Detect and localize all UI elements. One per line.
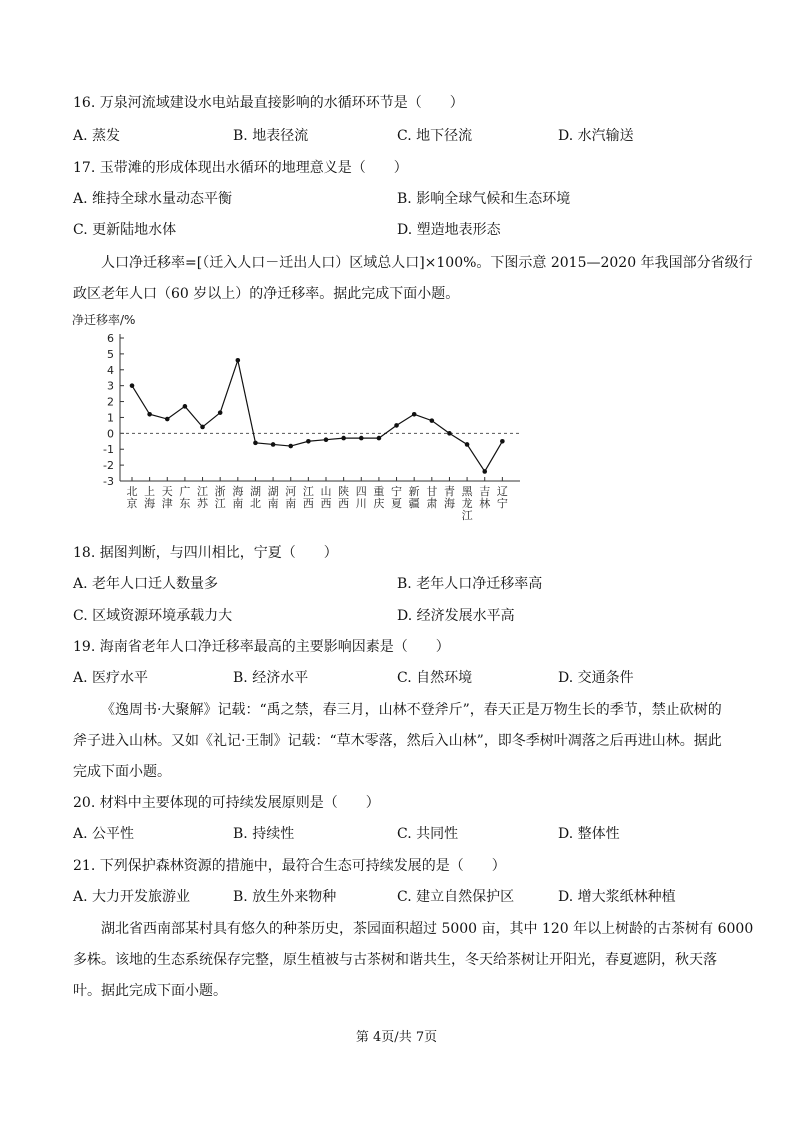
chart-x-tick-label: 广	[179, 485, 191, 498]
chart-x-tick-label: 江	[197, 485, 209, 498]
chart-x-tick-label: 江	[302, 485, 314, 498]
chart-point	[377, 436, 382, 441]
q18-option-c[interactable]: C. 区域资源环境承载力大	[73, 608, 233, 624]
q18-option-b[interactable]: B. 老年人口净迁移率高	[397, 576, 543, 592]
chart-x-tick-label: 青	[443, 485, 455, 498]
chart-x-tick-label: 湖	[267, 485, 279, 498]
chart-x-tick-label: 川	[355, 497, 367, 510]
chart-x-tick-label: 庆	[373, 497, 385, 510]
forest-passage-line-3: 完成下面小题。	[73, 764, 171, 780]
chart-point	[130, 383, 135, 388]
forest-passage-line-1: 《逸周书·大聚解》记载：“禹之禁，春三月，山林不登斧斤”，春天正是万物生长的季节，禁止砍树的	[101, 702, 722, 718]
chart-x-tick-label: 上	[144, 485, 156, 498]
chart-x-tick-label: 海	[144, 497, 156, 510]
q20-option-a[interactable]: A. 公平性	[73, 826, 135, 842]
q16-option-b[interactable]: B. 地表径流	[233, 128, 309, 144]
chart-x-tick-label: 山	[320, 485, 332, 498]
chart-x-tick-label: 海	[232, 485, 244, 498]
q18-option-a[interactable]: A. 老年人口迁人数量多	[73, 576, 219, 592]
chart-x-tick-label: 江	[461, 509, 473, 522]
chart-x-tick-label: 京	[126, 497, 138, 510]
tea-passage-line-2: 多株。该地的生态系统保存完整，原生植被与古茶树和谐共生，冬天给茶树让开阳光，春夏遮阴，秋天落	[73, 952, 717, 968]
chart-point	[218, 410, 223, 415]
chart-y-tick-label: 5	[107, 347, 114, 361]
chart-x-tick-label: 南	[267, 497, 279, 510]
chart-point	[183, 404, 188, 409]
chart-x-tick-label: 浙	[214, 485, 226, 498]
chart-x-tick-label: 新	[408, 485, 420, 498]
chart-x-tick-label: 重	[373, 485, 385, 498]
chart-point	[200, 425, 205, 430]
q17-option-c[interactable]: C. 更新陆地水体	[73, 222, 177, 238]
chart-point	[324, 437, 329, 442]
chart-x-tick-label: 西	[338, 497, 350, 510]
chart-x-tick-label: 江	[214, 497, 226, 510]
chart-x-tick-label: 天	[161, 485, 173, 498]
chart-y-tick-label: 1	[107, 411, 114, 425]
q16-option-d[interactable]: D. 水汽输送	[558, 128, 634, 144]
chart-x-tick-label: 四	[355, 485, 367, 498]
chart-x-tick-label: 宁	[496, 497, 508, 510]
chart-x-tick-label: 陕	[338, 485, 350, 498]
q18-option-d[interactable]: D. 经济发展水平高	[397, 608, 515, 624]
q20-option-c[interactable]: C. 共同性	[397, 826, 459, 842]
question-17-stem: 17. 玉带滩的形成体现出水循环的地理意义是（ ）	[73, 160, 408, 176]
chart-x-tick-label: 河	[285, 485, 297, 498]
migration-passage-line-2: 政区老年人口（60 岁以上）的净迁移率。据此完成下面小题。	[73, 286, 460, 302]
chart-x-tick-label: 南	[285, 497, 297, 510]
chart-point	[465, 442, 470, 447]
chart-x-tick-label: 宁	[391, 485, 403, 498]
q21-option-c[interactable]: C. 建立自然保护区	[397, 889, 515, 905]
question-16-stem: 16. 万泉河流域建设水电站最直接影响的水循环环节是（ ）	[73, 95, 464, 111]
chart-y-tick-label: -3	[103, 475, 114, 488]
chart-y-tick-label: 2	[107, 395, 114, 409]
chart-series-line	[132, 360, 502, 471]
chart-x-tick-label: 黑	[461, 485, 473, 498]
chart-y-tick-label: 3	[107, 379, 114, 393]
q16-option-c[interactable]: C. 地下径流	[397, 128, 473, 144]
question-21-stem: 21. 下列保护森林资源的措施中，最符合生态可持续发展的是（ ）	[73, 858, 506, 874]
chart-point	[359, 436, 364, 441]
chart-point	[394, 423, 399, 428]
q17-option-d[interactable]: D. 塑造地表形态	[397, 222, 501, 238]
migration-passage-line-1: 人口净迁移率=[（迁入人口－迁出人口）区域总人口]×100%。下图示意 2015—2020 年我国部分省级行	[101, 255, 753, 271]
chart-x-tick-label: 北	[249, 497, 261, 510]
chart-point	[500, 439, 505, 444]
q20-option-d[interactable]: D. 整体性	[558, 826, 620, 842]
q21-option-a[interactable]: A. 大力开发旅游业	[73, 889, 191, 905]
chart-x-tick-label: 龙	[461, 497, 473, 510]
chart-point	[147, 412, 152, 417]
chart-x-tick-label: 甘	[426, 485, 438, 498]
q21-option-b[interactable]: B. 放生外来物种	[233, 889, 337, 905]
chart-x-tick-label: 湖	[249, 485, 261, 498]
q21-option-d[interactable]: D. 增大浆纸林种植	[558, 889, 676, 905]
chart-point	[430, 418, 435, 423]
question-20-stem: 20. 材料中主要体现的可持续发展原则是（ ）	[73, 795, 380, 811]
chart-x-tick-label: 东	[179, 497, 191, 510]
chart-x-tick-label: 苏	[197, 497, 209, 510]
chart-y-tick-label: 4	[107, 363, 114, 377]
chart-x-tick-label: 疆	[408, 497, 420, 510]
chart-y-tick-label: -1	[103, 443, 114, 457]
chart-x-tick-label: 林	[479, 497, 491, 510]
chart-x-tick-label: 津	[161, 497, 173, 510]
q20-option-b[interactable]: B. 持续性	[233, 826, 295, 842]
q16-option-a[interactable]: A. 蒸发	[73, 128, 121, 144]
question-18-stem: 18. 据图判断，与四川相比，宁夏（ ）	[73, 545, 338, 561]
chart-x-tick-label: 北	[126, 485, 138, 498]
chart-point	[253, 441, 258, 446]
question-19-stem: 19. 海南省老年人口净迁移率最高的主要影响因素是（ ）	[73, 639, 450, 655]
chart-x-tick-label: 海	[443, 497, 455, 510]
chart-x-tick-label: 夏	[391, 497, 403, 510]
q19-option-a[interactable]: A. 医疗水平	[73, 670, 149, 686]
chart-x-tick-label: 西	[302, 497, 314, 510]
chart-point	[271, 442, 276, 447]
chart-x-tick-label: 肃	[426, 497, 438, 510]
chart-point	[412, 412, 417, 417]
chart-point	[447, 431, 452, 436]
chart-point	[306, 439, 311, 444]
net-migration-chart	[60, 308, 530, 533]
tea-passage-line-3: 叶。据此完成下面小题。	[73, 983, 227, 999]
chart-y-tick-label: -2	[103, 459, 114, 473]
forest-passage-line-2: 斧子进入山林。又如《礼记·王制》记载：“草木零落，然后入山林”，即冬季树叶凋落之后再进山林。据此	[73, 733, 722, 749]
chart-x-tick-label: 辽	[496, 485, 508, 498]
chart-ylabel: 净迁移率/%	[72, 313, 136, 327]
q19-option-c[interactable]: C. 自然环境	[397, 670, 473, 686]
q17-option-a[interactable]: A. 维持全球水量动态平衡	[73, 191, 233, 207]
chart-x-tick-label: 南	[232, 497, 244, 510]
chart-point	[482, 469, 487, 474]
chart-x-tick-label: 吉	[479, 485, 491, 498]
chart-point	[236, 358, 241, 363]
tea-passage-line-1: 湖北省西南部某村具有悠久的种茶历史，茶园面积超过 5000 亩，其中 120 年以上树龄的古茶树有 6000	[101, 921, 754, 937]
chart-point	[288, 444, 293, 449]
page-number: 第 4页/共 7页	[355, 1030, 438, 1045]
chart-y-tick-label: 6	[107, 332, 114, 345]
chart-x-tick-label: 西	[320, 497, 332, 510]
chart-y-tick-label: 0	[107, 427, 114, 441]
q19-option-d[interactable]: D. 交通条件	[558, 670, 634, 686]
chart-point	[165, 417, 170, 422]
chart-point	[341, 436, 346, 441]
q19-option-b[interactable]: B. 经济水平	[233, 670, 309, 686]
q17-option-b[interactable]: B. 影响全球气候和生态环境	[397, 191, 571, 207]
